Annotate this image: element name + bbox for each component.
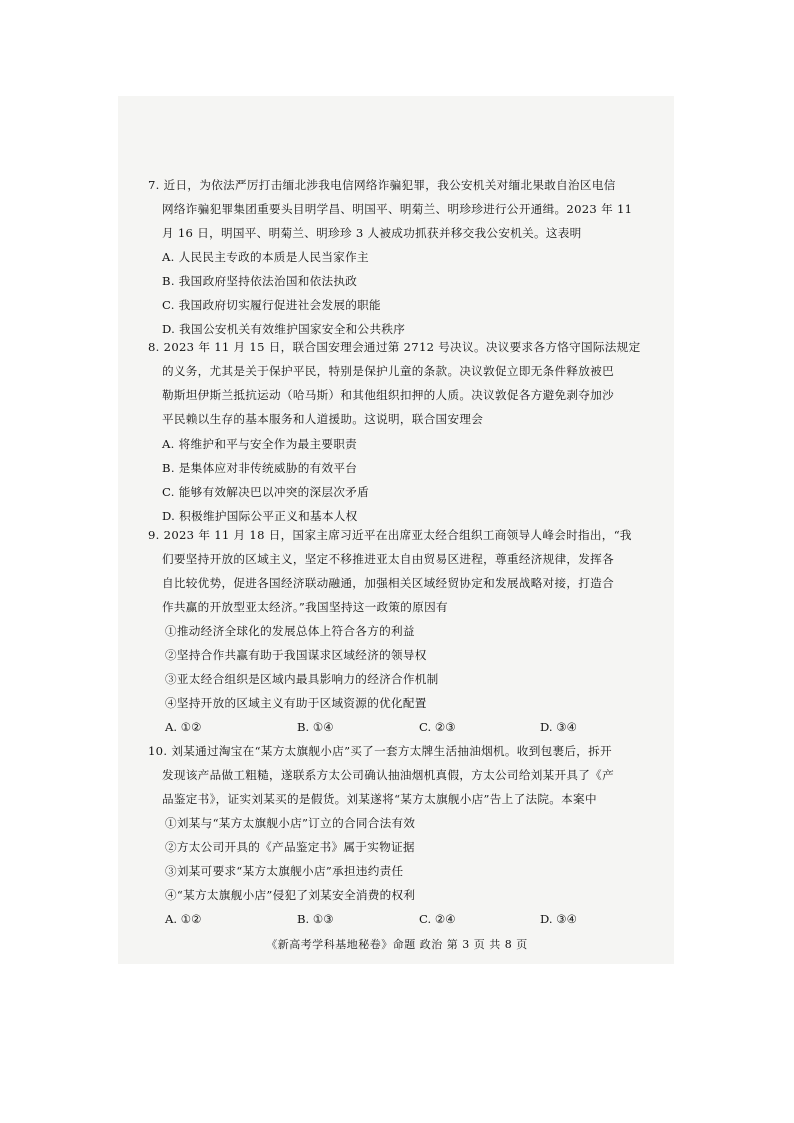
question-10-option-b: B. ①③ xyxy=(297,912,334,926)
question-10-item-2: ②方太公司开具的《产品鉴定书》属于实物证据 xyxy=(165,840,415,854)
question-10-line-2: 发现该产品做工粗糙，遂联系方太公司确认抽油烟机真假，方太公司给刘某开具了《产 xyxy=(162,768,614,782)
question-9-line-3: 自比较优势，促进各国经济联动融通，加强相关区域经贸协定和发展战略对接，打造合 xyxy=(162,576,614,590)
question-9-item-4: ④坚持开放的区域主义有助于区域资源的优化配置 xyxy=(165,696,427,710)
question-7-choice-a: A. 人民民主专政的本质是人民当家作主 xyxy=(162,250,369,264)
question-9-option-d: D. ③④ xyxy=(540,720,578,734)
question-9-line-1: 9. 2023 年 11 月 18 日，国家主席习近平在出席亚太经合组织工商领导人峰会时指出，“我 xyxy=(148,528,632,542)
question-8-choice-d: D. 积极维护国际公平正义和基本人权 xyxy=(162,509,358,523)
question-8-choice-a: A. 将维护和平与安全作为最主要职责 xyxy=(162,437,358,451)
question-9-line-4: 作共赢的开放型亚太经济。”我国坚持这一政策的原因有 xyxy=(162,600,448,614)
question-7-choice-d: D. 我国公安机关有效维护国家安全和公共秩序 xyxy=(162,322,406,336)
question-9-item-2: ②坚持合作共赢有助于我国谋求区域经济的领导权 xyxy=(165,648,427,662)
question-10-option-d: D. ③④ xyxy=(540,912,578,926)
question-10-line-3: 品鉴定书》，证实刘某买的是假货。刘某遂将“某方太旗舰小店”告上了法院。本案中 xyxy=(162,792,597,806)
question-10-item-4: ④“某方太旗舰小店”侵犯了刘某安全消费的权利 xyxy=(165,888,416,902)
question-8-line-2: 的义务，尤其是关于保护平民，特别是保护儿童的条款。决议敦促立即无条件释放被巴 xyxy=(162,364,614,378)
question-9-line-2: 们要坚持开放的区域主义，坚定不移推进亚太自由贸易区进程，尊重经济规律，发挥各 xyxy=(162,552,614,566)
question-10-item-3: ③刘某可要求“某方太旗舰小店”承担违约责任 xyxy=(165,864,404,878)
question-7-choice-c: C. 我国政府切实履行促进社会发展的职能 xyxy=(162,298,381,312)
question-8-line-4: 平民赖以生存的基本服务和人道援助。这说明，联合国安理会 xyxy=(162,412,484,426)
question-7-line-2: 网络诈骗犯罪集团重要头目明学昌、明国平、明菊兰、明珍珍进行公开通缉。2023 年 11 xyxy=(162,202,633,216)
question-9-item-1: ①推动经济全球化的发展总体上符合各方的利益 xyxy=(165,624,415,638)
question-8-choice-c: C. 能够有效解决巴以冲突的深层次矛盾 xyxy=(162,485,370,499)
question-8-line-1: 8. 2023 年 11 月 15 日，联合国安理会通过第 2712 号决议。决议要求各方恪守国际法规定 xyxy=(148,340,641,354)
page-footer: 《新高考学科基地秘卷》命题 政治 第 3 页 共 8 页 xyxy=(266,938,528,951)
question-9-option-a: A. ①② xyxy=(165,720,202,734)
question-9-option-b: B. ①④ xyxy=(297,720,334,734)
question-9-item-3: ③亚太经合组织是区域内最具影响力的经济合作机制 xyxy=(165,672,439,686)
question-10-line-1: 10. 刘某通过淘宝在“某方太旗舰小店”买了一套方太牌生活抽油烟机。收到包裹后，拆开 xyxy=(148,744,612,758)
question-10-option-c: C. ②④ xyxy=(419,912,456,926)
question-10-option-a: A. ①② xyxy=(165,912,202,926)
question-9-option-c: C. ②③ xyxy=(419,720,456,734)
question-7-choice-b: B. 我国政府坚持依法治国和依法执政 xyxy=(162,274,358,288)
question-8-line-3: 勒斯坦伊斯兰抵抗运动（哈马斯）和其他组织扣押的人质。决议敦促各方避免剥夺加沙 xyxy=(162,388,614,402)
question-10-item-1: ①刘某与“某方太旗舰小店”订立的合同合法有效 xyxy=(165,816,416,830)
question-8-choice-b: B. 是集体应对非传统威胁的有效平台 xyxy=(162,461,358,475)
question-7-line-3: 月 16 日，明国平、明菊兰、明珍珍 3 人被成功抓获并移交我公安机关。这表明 xyxy=(162,226,582,240)
question-7-line-1: 7. 近日，为依法严厉打击缅北涉我电信网络诈骗犯罪，我公安机关对缅北果敢自治区电信 xyxy=(148,178,616,192)
